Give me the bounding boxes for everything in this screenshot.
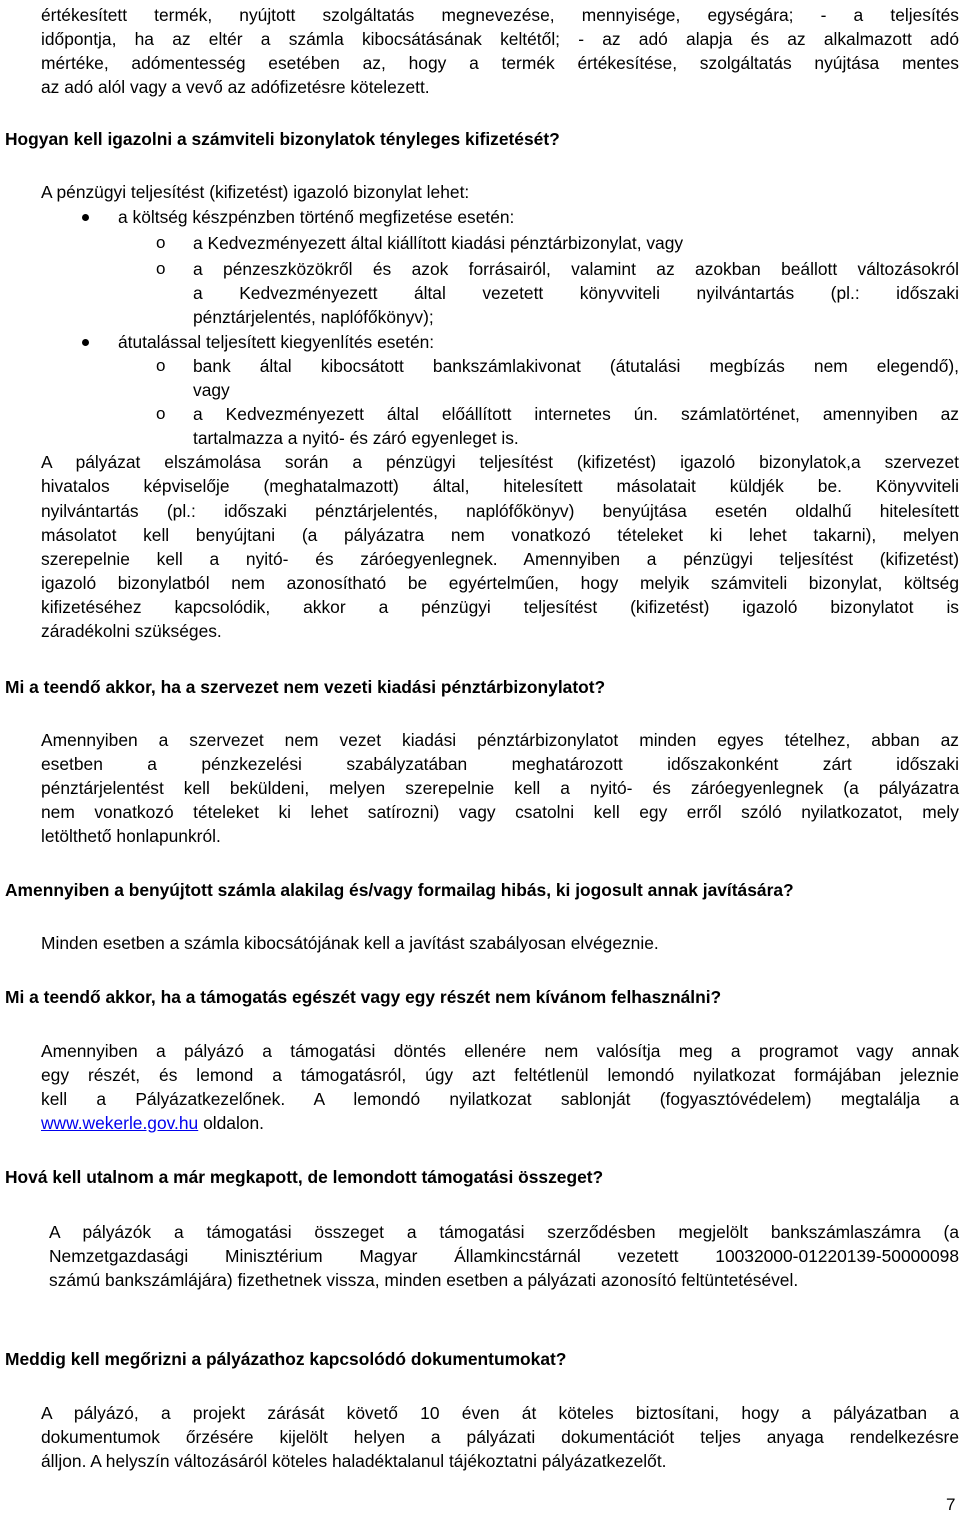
section-heading: Meddig kell megőrizni a pályázathoz kapcsolódó dokumentumokat? xyxy=(5,1349,567,1369)
bullet-icon xyxy=(82,339,89,346)
text-line: kifizetéséhez kapcsolódik, akkor a pénzügyi teljesítést (kifizetést) igazoló bizonylatot is xyxy=(41,597,959,617)
text-line: nem vonatkozó tételeket ki lehet satírozni) vagy csatolni kell egy erről szóló nyilatkozatot, mely xyxy=(41,802,959,822)
text-line: szerepelnie kell a nyitó- és záróegyenlegnek. Amennyiben a pénzügyi teljesítést (kifizetést) xyxy=(41,549,959,569)
list-item: pénztárjelentés, naplófőkönyv); xyxy=(193,307,434,327)
text-line: mértéke, adómentesség esetében az, hogy a termék értékesítése, szolgáltatás nyújtása mentes xyxy=(41,53,959,73)
list-item: bank által kibocsátott bankszámlakivonat (átutalási megbízás nem elegendő), xyxy=(193,356,959,376)
text-line: záradékolni szükséges. xyxy=(41,621,222,641)
list-item: tartalmazza a nyitó- és záró egyenleget is. xyxy=(193,428,519,448)
text-line: Amennyiben a szervezet nem vezet kiadási pénztárbizonylatot minden egyes tételhez, abban az xyxy=(41,730,959,750)
text-line: számú bankszámlájára) fizethetnek vissza, minden esetben a pályázati azonosító feltüntetésével. xyxy=(49,1270,799,1290)
text-line: Nemzetgazdasági Minisztérium Magyar Államkincstárnál vezetett 10032000-01220139-50000098 xyxy=(49,1246,959,1266)
text-line: álljon. A helyszín változásáról köteles haladéktalanul tájékoztatni pályázatkezelőt. xyxy=(41,1451,667,1471)
bullet-icon xyxy=(82,214,89,221)
text-line: időpontja, ha az eltér a számla kibocsátásának keltétől; - az adó alapja és az alkalmazott adó xyxy=(41,29,959,49)
list-item: vagy xyxy=(193,380,230,400)
text-line: az adó alól vagy a vevő az adófizetésre kötelezett. xyxy=(41,77,430,97)
sub-bullet-icon: o xyxy=(156,404,166,423)
text-span: oldalon. xyxy=(198,1113,264,1133)
section-heading: Amennyiben a benyújtott számla alakilag és/vagy formailag hibás, ki jogosult annak javítására? xyxy=(5,880,794,900)
sub-bullet-icon: o xyxy=(156,259,166,278)
list-item: a Kedvezményezett által előállított internetes ún. számlatörténet, amennyiben az xyxy=(193,404,959,424)
text-line: dokumentumok őrzésére kijelölt helyen a pályázati dokumentációt teljes anyaga rendelkezésre xyxy=(41,1427,959,1447)
text-line: A pályázat elszámolása során a pénzügyi teljesítést (kifizetést) igazoló bizonylatok,a szervezet xyxy=(41,452,959,472)
text-line: A pályázó, a projekt zárását követő 10 éven át köteles biztosítani, hogy a pályázatban a xyxy=(41,1403,959,1423)
text-line: Minden esetben a számla kibocsátójának kell a javítást szabályosan elvégeznie. xyxy=(41,933,659,953)
section-heading: Mi a teendő akkor, ha a támogatás egészét vagy egy részét nem kívánom felhasználni? xyxy=(5,987,722,1007)
sub-bullet-icon: o xyxy=(156,233,166,252)
page-number: 7 xyxy=(946,1495,956,1514)
text-line: kell a Pályázatkezelőnek. A lemondó nyilatkozat sablonját (fogyasztóvédelem) megtalálja a xyxy=(41,1089,959,1109)
section-heading: Hogyan kell igazolni a számviteli bizonylatok tényleges kifizetését? xyxy=(5,129,560,149)
sub-bullet-icon: o xyxy=(156,356,166,375)
text-line: igazoló bizonylatból nem azonosítható be egyértelműen, hogy melyik számviteli bizonylat, költség xyxy=(41,573,959,593)
text-line: A pénzügyi teljesítést (kifizetést) igazoló bizonylat lehet: xyxy=(41,182,470,202)
text-line: egy részét, és lemond a támogatásról, úgy azt feltétlenül lemondó nyilatkozat formájában jeleznie xyxy=(41,1065,959,1085)
text-line: A pályázók a támogatási összeget a támogatási szerződésben megjelölt bankszámlaszámra (a xyxy=(49,1222,959,1242)
text-line: Amennyiben a pályázó a támogatási döntés ellenére nem valósítja meg a programot vagy annak xyxy=(41,1041,959,1061)
text-line: pénztárjelentést kell beküldeni, melyen szerepelnie kell a nyitó- és záróegyenlegnek (a pályázatra xyxy=(41,778,959,798)
text-line: hivatalos képviselője (meghatalmazott) által, hitelesített másolatait küldjék be. Könyvviteli xyxy=(41,476,959,496)
list-item: a Kedvezményezett által vezetett könyvviteli nyilvántartás (pl.: időszaki xyxy=(193,283,959,303)
list-item: a pénzeszközökről és azok forrásairól, valamint az azokban beállott változásokról xyxy=(193,259,959,279)
section-heading: Mi a teendő akkor, ha a szervezet nem vezeti kiadási pénztárbizonylatot? xyxy=(5,677,606,697)
wekerle-link[interactable]: www.wekerle.gov.hu xyxy=(41,1113,199,1133)
list-item: a Kedvezményezett által kiállított kiadási pénztárbizonylat, vagy xyxy=(193,233,684,253)
list-item: átutalással teljesített kiegyenlítés esetén: xyxy=(118,332,435,352)
text-line: letölthető honlapunkról. xyxy=(41,826,221,846)
text-line: másolatot kell benyújtani (a pályázatra nem vonatkozó tételeket ki lehet takarni), melyen xyxy=(41,525,959,545)
text-line: nyilvántartás (pl.: időszaki pénztárjelentés, naplófőkönyv) benyújtása esetén oldalhű hitelesített xyxy=(41,501,959,521)
section-heading: Hová kell utalnom a már megkapott, de lemondott támogatási összeget? xyxy=(5,1167,604,1187)
text-line: esetben a pénzkezelési szabályzatában meghatározott időszakonként zárt időszaki xyxy=(41,754,959,774)
text-line xyxy=(41,1112,264,1134)
text-line: értékesített termék, nyújtott szolgáltatás megnevezése, mennyisége, egységára; - a teljesítés xyxy=(41,5,959,25)
list-item: a költség készpénzben történő megfizetése esetén: xyxy=(118,207,515,227)
